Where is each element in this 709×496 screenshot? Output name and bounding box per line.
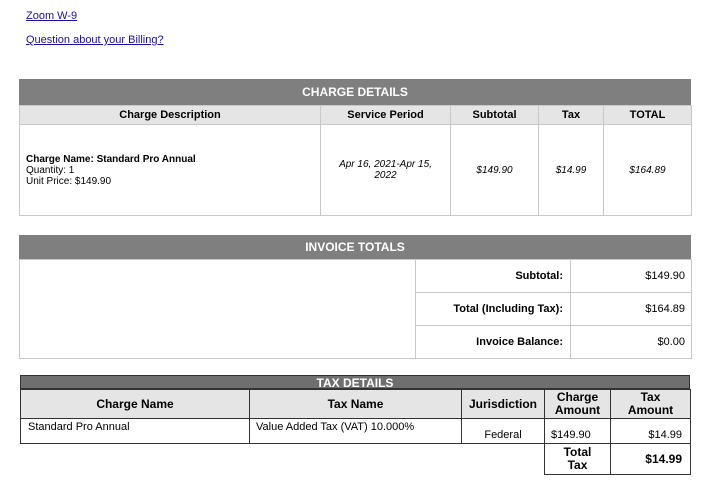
tax-charge-name-cell: Standard Pro Annual: [21, 419, 250, 444]
charge-details-table: [19, 105, 692, 216]
invoice-totals-table: [19, 259, 692, 359]
subtotal-value: $149.90: [571, 260, 692, 293]
subtotal-cell: $149.90: [451, 125, 539, 216]
col-service-period: Service Period: [321, 106, 451, 125]
tax-details-header-row: [21, 390, 691, 419]
charge-details-title: CHARGE DETAILS: [19, 79, 691, 105]
invoice-totals-blank: [20, 260, 416, 359]
jurisdiction-cell: Federal: [462, 419, 545, 444]
charge-name: Charge Name: Standard Pro Annual: [26, 153, 196, 165]
quantity: Quantity: 1: [26, 164, 75, 176]
col-subtotal: Subtotal: [451, 106, 539, 125]
total-tax-label: Total Tax: [545, 444, 611, 475]
tax-details-title: TAX DETAILS: [20, 375, 690, 389]
billing-question-link[interactable]: Question about your Billing?: [26, 34, 164, 46]
table-row: [20, 125, 692, 216]
tax-cell: $14.99: [539, 125, 604, 216]
col-tax: Tax: [539, 106, 604, 125]
invoice-totals-section: [19, 235, 691, 359]
table-row: [20, 260, 692, 293]
charge-description-cell: [20, 125, 321, 216]
table-row: [21, 419, 691, 444]
col-tax-name: Tax Name: [250, 390, 462, 419]
col-tax-amount: Tax Amount: [611, 390, 691, 419]
total-including-tax-label: Total (Including Tax):: [416, 293, 571, 326]
col-charge-description: Charge Description: [20, 106, 321, 125]
total-tax-value: $14.99: [611, 444, 691, 475]
total-cell: $164.89: [604, 125, 692, 216]
col-total: TOTAL: [604, 106, 692, 125]
unit-price: Unit Price: $149.90: [26, 175, 112, 187]
invoice-balance-label: Invoice Balance:: [416, 326, 571, 359]
tax-details-table: [20, 389, 691, 475]
subtotal-label: Subtotal:: [416, 260, 571, 293]
tax-amount-cell: $14.99: [611, 419, 691, 444]
charge-details-section: [19, 79, 691, 216]
invoice-totals-title: INVOICE TOTALS: [19, 235, 691, 259]
col-jurisdiction: Jurisdiction: [462, 390, 545, 419]
tax-name-cell: Value Added Tax (VAT) 10.000%: [250, 419, 462, 444]
tax-details-section: [20, 375, 690, 475]
charge-amount-cell: $149.90: [545, 419, 611, 444]
charge-details-header-row: [20, 106, 692, 125]
total-including-tax-value: $164.89: [571, 293, 692, 326]
total-tax-row: [21, 444, 691, 475]
service-period-cell: Apr 16, 2021-Apr 15, 2022: [321, 125, 451, 216]
col-charge-name: Charge Name: [21, 390, 250, 419]
invoice-balance-value: $0.00: [571, 326, 692, 359]
zoom-w9-link[interactable]: Zoom W-9: [26, 10, 78, 22]
col-charge-amount: Charge Amount: [545, 390, 611, 419]
